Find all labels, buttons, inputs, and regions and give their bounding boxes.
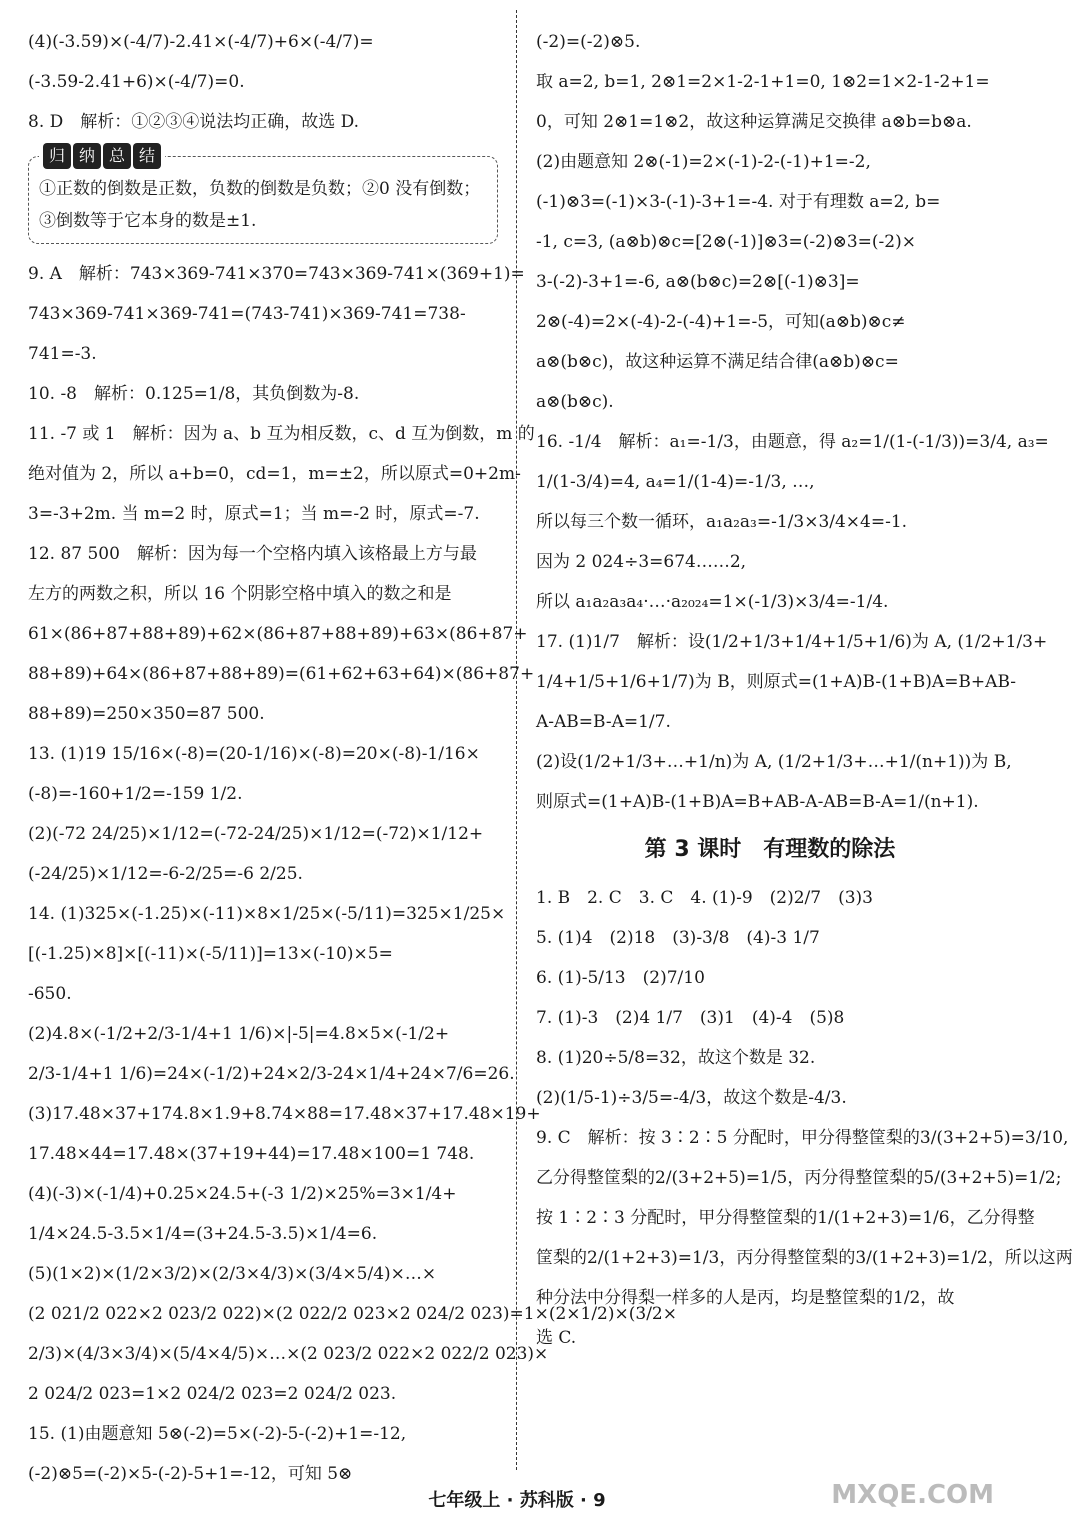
answer-line: 88+89)+64×(86+87+88+89)=(61+62+63+64)×(86+87+: [28, 664, 535, 684]
answer-line: (4)(-3)×(-1/4)+0.25×24.5+(-3 1/2)×25%=3×1/4+: [28, 1184, 457, 1204]
answer-line: 88+89)=250×350=87 500.: [28, 704, 265, 724]
answer-line: 741=-3.: [28, 344, 97, 364]
answer-line: 2 024/2 023=1×2 024/2 023=2 024/2 023.: [28, 1384, 397, 1404]
section-title: 第 3 课时 有理数的除法: [644, 837, 896, 862]
answer-line: 11. -7 或 1 解析：因为 a、b 互为相反数，c、d 互为倒数，m 的: [28, 424, 535, 444]
right-column: [536, 22, 1073, 1358]
answer-line: 2/3)×(4/3×3/4)×(5/4×4/5)×…×(2 023/2 022×2 022/2 023)×: [28, 1344, 549, 1364]
answer-line: 7. (1)-3 (2)4 1/7 (3)1 (4)-4 (5)8: [536, 1008, 845, 1028]
answer-line: (2)(1/5-1)÷3/5=-4/3，故这个数是-4/3.: [536, 1088, 847, 1108]
answer-line: 所以 a₁a₂a₃a₄·…·a₂₀₂₄=1×(-1/3)×3/4=-1/4.: [536, 592, 889, 612]
answer-line: (-24/25)×1/12=-6-2/25=-6 2/25.: [28, 864, 303, 884]
answer-line: 8. D 解析：①②③④说法均正确，故选 D.: [28, 112, 360, 132]
watermark: MXQE.COM: [831, 1480, 994, 1510]
answer-line: 5. (1)4 (2)18 (3)-3/8 (4)-3 1/7: [536, 928, 820, 948]
answer-line: 1/4+1/5+1/6+1/7)为 B，则原式=(1+A)B-(1+B)A=B+AB-: [536, 672, 1017, 692]
answer-line: (-2)=(-2)⊗5.: [536, 32, 641, 52]
answer-line: a⊗(b⊗c).: [536, 392, 614, 412]
answer-line: (2)由题意知 2⊗(-1)=2×(-1)-2-(-1)+1=-2,: [536, 152, 871, 172]
answer-line: (2)(-72 24/25)×1/12=(-72-24/25)×1/12=(-72)×1/12+: [28, 824, 484, 844]
answer-line: 2/3-1/4+1 1/6)=24×(-1/2)+24×2/3-24×1/4+24×7/6=26.: [28, 1064, 515, 1084]
answer-line: 1. B 2. C 3. C 4. (1)-9 (2)2/7 (3)3: [536, 888, 873, 908]
answer-line: (-2)⊗5=(-2)×5-(-2)-5+1=-12，可知 5⊗: [28, 1464, 353, 1484]
answer-line: 17. (1)1/7 解析：设(1/2+1/3+1/4+1/5+1/6)为 A, (1/2+1/3+: [536, 632, 1048, 652]
answer-line: -650.: [28, 984, 72, 1004]
answer-line: 绝对值为 2，所以 a+b=0，cd=1，m=±2，所以原式=0+2m-: [28, 464, 521, 484]
answer-line: a⊗(b⊗c)，故这种运算不满足结合律(a⊗b)⊗c=: [536, 352, 899, 372]
summary-box: [28, 146, 498, 244]
answer-line: 则原式=(1+A)B-(1+B)A=B+AB-A-AB=B-A=1/(n+1).: [536, 792, 979, 812]
answer-line: 15. (1)由题意知 5⊗(-2)=5×(-2)-5-(-2)+1=-12,: [28, 1424, 407, 1444]
answer-line: 16. -1/4 解析：a₁=-1/3，由题意，得 a₂=1/(1-(-1/3))=3/4, a₃=: [536, 432, 1049, 452]
answer-line: 61×(86+87+88+89)+62×(86+87+88+89)+63×(86+87+: [28, 624, 528, 644]
answer-line: (-3.59-2.41+6)×(-4/7)=0.: [28, 72, 245, 92]
answer-line: 9. C 解析：按 3∶2∶5 分配时，甲分得整筐梨的3/(3+2+5)=3/10,: [536, 1128, 1069, 1148]
answer-line: 3-(-2)-3+1=-6, a⊗(b⊗c)=2⊗[(-1)⊗3]=: [536, 272, 860, 292]
answer-line: 14. (1)325×(-1.25)×(-11)×8×1/25×(-5/11)=325×1/25×: [28, 904, 506, 924]
answer-line: 17.48×44=17.48×(37+19+44)=17.48×100=1 748.: [28, 1144, 475, 1164]
answer-line: 8. (1)20÷5/8=32，故这个数是 32.: [536, 1048, 816, 1068]
summary-line: ③倒数等于它本身的数是±1.: [39, 211, 257, 231]
answer-line: 13. (1)19 15/16×(-8)=(20-1/16)×(-8)=20×(-8)-1/16×: [28, 744, 480, 764]
answer-line: 按 1∶2∶3 分配时，甲分得整筐梨的1/(1+2+3)=1/6，乙分得整: [536, 1208, 1035, 1228]
answer-line: 选 C.: [536, 1328, 577, 1348]
answer-line: (5)(1×2)×(1/2×3/2)×(2/3×4/3)×(3/4×5/4)×…×: [28, 1264, 437, 1284]
answer-line: (2 021/2 022×2 023/2 022)×(2 022/2 023×2 024/2 023)=1×(2×1/2)×(3/2×: [28, 1304, 677, 1324]
answer-line: 种分法中分得梨一样多的人是丙，均是整筐梨的1/2，故: [536, 1288, 955, 1308]
answer-line: A-AB=B-A=1/7.: [536, 712, 671, 732]
summary-line: ①正数的倒数是正数，负数的倒数是负数；②0 没有倒数；: [39, 179, 481, 199]
answer-line: 6. (1)-5/13 (2)7/10: [536, 968, 705, 988]
answer-line: 10. -8 解析：0.125=1/8，其负倒数为-8.: [28, 384, 360, 404]
page-footer: 七年级上 · 苏科版 · 9: [428, 1490, 606, 1511]
answer-line: 0，可知 2⊗1=1⊗2，故这种运算满足交换律 a⊗b=b⊗a.: [536, 112, 972, 132]
answer-line: (2)4.8×(-1/2+2/3-1/4+1 1/6)×|-5|=4.8×5×(-1/2+: [28, 1024, 450, 1044]
answer-line: 2⊗(-4)=2×(-4)-2-(-4)+1=-5，可知(a⊗b)⊗c≠: [536, 312, 906, 332]
answer-line: [(-1.25)×8]×[(-11)×(-5/11)]=13×(-10)×5=: [28, 944, 393, 964]
answer-line: 9. A 解析：743×369-741×370=743×369-741×(369+1)=: [28, 264, 525, 284]
answer-line: 1/(1-3/4)=4, a₄=1/(1-4)=-1/3, …,: [536, 472, 815, 492]
answer-line: 因为 2 024÷3=674……2,: [536, 552, 747, 572]
answer-line: 3=-3+2m. 当 m=2 时，原式=1；当 m=-2 时，原式=-7.: [28, 504, 480, 524]
answer-line: (-8)=-160+1/2=-159 1/2.: [28, 784, 243, 804]
answer-line: 乙分得整筐梨的2/(3+2+5)=1/5，丙分得整筐梨的5/(3+2+5)=1/2;: [536, 1168, 1062, 1188]
answer-line: 12. 87 500 解析：因为每一个空格内填入该格最上方与最: [28, 544, 477, 564]
summary-box-title: 归 纳 总 结: [39, 143, 165, 169]
answer-line: 左方的两数之积，所以 16 个阴影空格中填入的数之和是: [28, 584, 452, 604]
answer-line: (-1)⊗3=(-1)×3-(-1)-3+1=-4. 对于有理数 a=2, b=: [536, 192, 941, 212]
answer-line: 取 a=2, b=1, 2⊗1=2×1-2-1+1=0, 1⊗2=1×2-1-2+1=: [536, 72, 990, 92]
answer-line: 743×369-741×369-741=(743-741)×369-741=738-: [28, 304, 466, 324]
answer-line: (2)设(1/2+1/3+…+1/n)为 A, (1/2+1/3+…+1/(n+1))为 B,: [536, 752, 1012, 772]
column-divider: [516, 10, 517, 1470]
answer-line: -1, c=3, (a⊗b)⊗c=[2⊗(-1)]⊗3=(-2)⊗3=(-2)×: [536, 232, 916, 252]
answer-line: 筐梨的2/(1+2+3)=1/3，丙分得整筐梨的3/(1+2+3)=1/2，所以这两: [536, 1248, 1073, 1268]
answer-line: 所以每三个数一循环，a₁a₂a₃=-1/3×3/4×4=-1.: [536, 512, 908, 532]
answer-line: 1/4×24.5-3.5×1/4=(3+24.5-3.5)×1/4=6.: [28, 1224, 378, 1244]
answer-line: (3)17.48×37+174.8×1.9+8.74×88=17.48×37+17.48×19+: [28, 1104, 541, 1124]
answer-line: (4)(-3.59)×(-4/7)-2.41×(-4/7)+6×(-4/7)=: [28, 32, 374, 52]
